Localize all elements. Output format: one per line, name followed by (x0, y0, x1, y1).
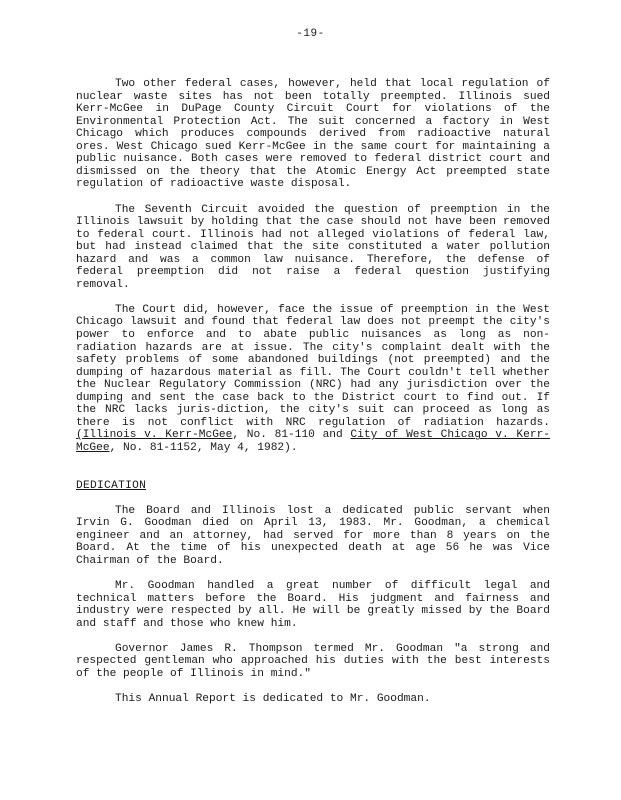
citation-west-chicago-v-kerr-mcgee: City of West Chicago v. Kerr-McGee (76, 429, 550, 454)
paragraph-dedication-governor-quote: Governor James R. Thompson termed Mr. Goodman "a strong and respected gentleman who approached his duties with the best interests of the people of Illinois in mind." (76, 642, 550, 681)
paragraph-federal-cases: Two other federal cases, however, held that local regulation of nuclear waste sites has not been totally preempted. Illinois sued Kerr-McGee in DuPage County Circuit Court for violations of the Environmental Protection Act. The suit concerned a factory in West Chicago which produces compounds derived from radioactive natural ores. West Chicago sued Kerr-McGee in the same court for maintaining a public nuisance. Both cases were removed to federal district court and dismissed on the theory that the Atomic Energy Act preempted state regulation of radioactive waste disposal. (76, 78, 550, 191)
section-gap (76, 467, 550, 480)
paragraph-dedication-intro: The Board and Illinois lost a dedicated public servant when Irvin G. Goodman died on April 13, 1983. Mr. Goodman, a chemical engineer and an attorney, had served for more than 8 years on the Board. At the time of his unexpected death at age 56 he was Vice Chairman of the Board. (76, 504, 550, 568)
paragraph-west-chicago-text: The Court did, however, face the issue of preemption in the West Chicago lawsuit and found that federal law does not preempt the city's power to enforce and to abate public nuisances as long as non-radiation hazards are at issue. The city's complaint dealt with the safety problems of some abandoned buildings (not preempted) and the dumping of hazardous material as fill. The Court couldn't tell whether the Nuclear Regulatory Commission (NRC) had any jurisdiction over the dumping and sent the case back to the District court to find out. If the NRC lacks juris-diction, the city's suit can proceed as long as there is not conflict with NRC regulation of radiation hazards. (76, 303, 550, 429)
paragraph-dedication-work: Mr. Goodman handled a great number of difficult legal and technical matters before the Board. His judgment and fairness and industry were respected by all. He will be greatly missed by the Board and staff and those who knew him. (76, 580, 550, 630)
citation-illinois-v-kerr-mcgee: (Illinois v. Kerr-McGee (76, 429, 233, 442)
citation-connector: , No. 81-110 and (232, 429, 351, 442)
page-body (76, 78, 550, 718)
paragraph-west-chicago (76, 304, 550, 455)
citation-end: , No. 81-1152, May 4, 1982). (109, 441, 298, 454)
page-number: -19- (296, 28, 325, 40)
section-heading-dedication: DEDICATION (76, 479, 147, 492)
paragraph-seventh-circuit: The Seventh Circuit avoided the question of preemption in the Illinois lawsuit by holding that the case should not have been removed to federal court. Illinois had not alleged violations of federal law, but had instead claimed that the site constituted a water pollution hazard and was a common law nuisance. Therefore, the defense of federal preemption did not raise a federal question justifying removal. (76, 203, 550, 291)
paragraph-dedication-closing: This Annual Report is dedicated to Mr. Goodman. (115, 693, 431, 706)
